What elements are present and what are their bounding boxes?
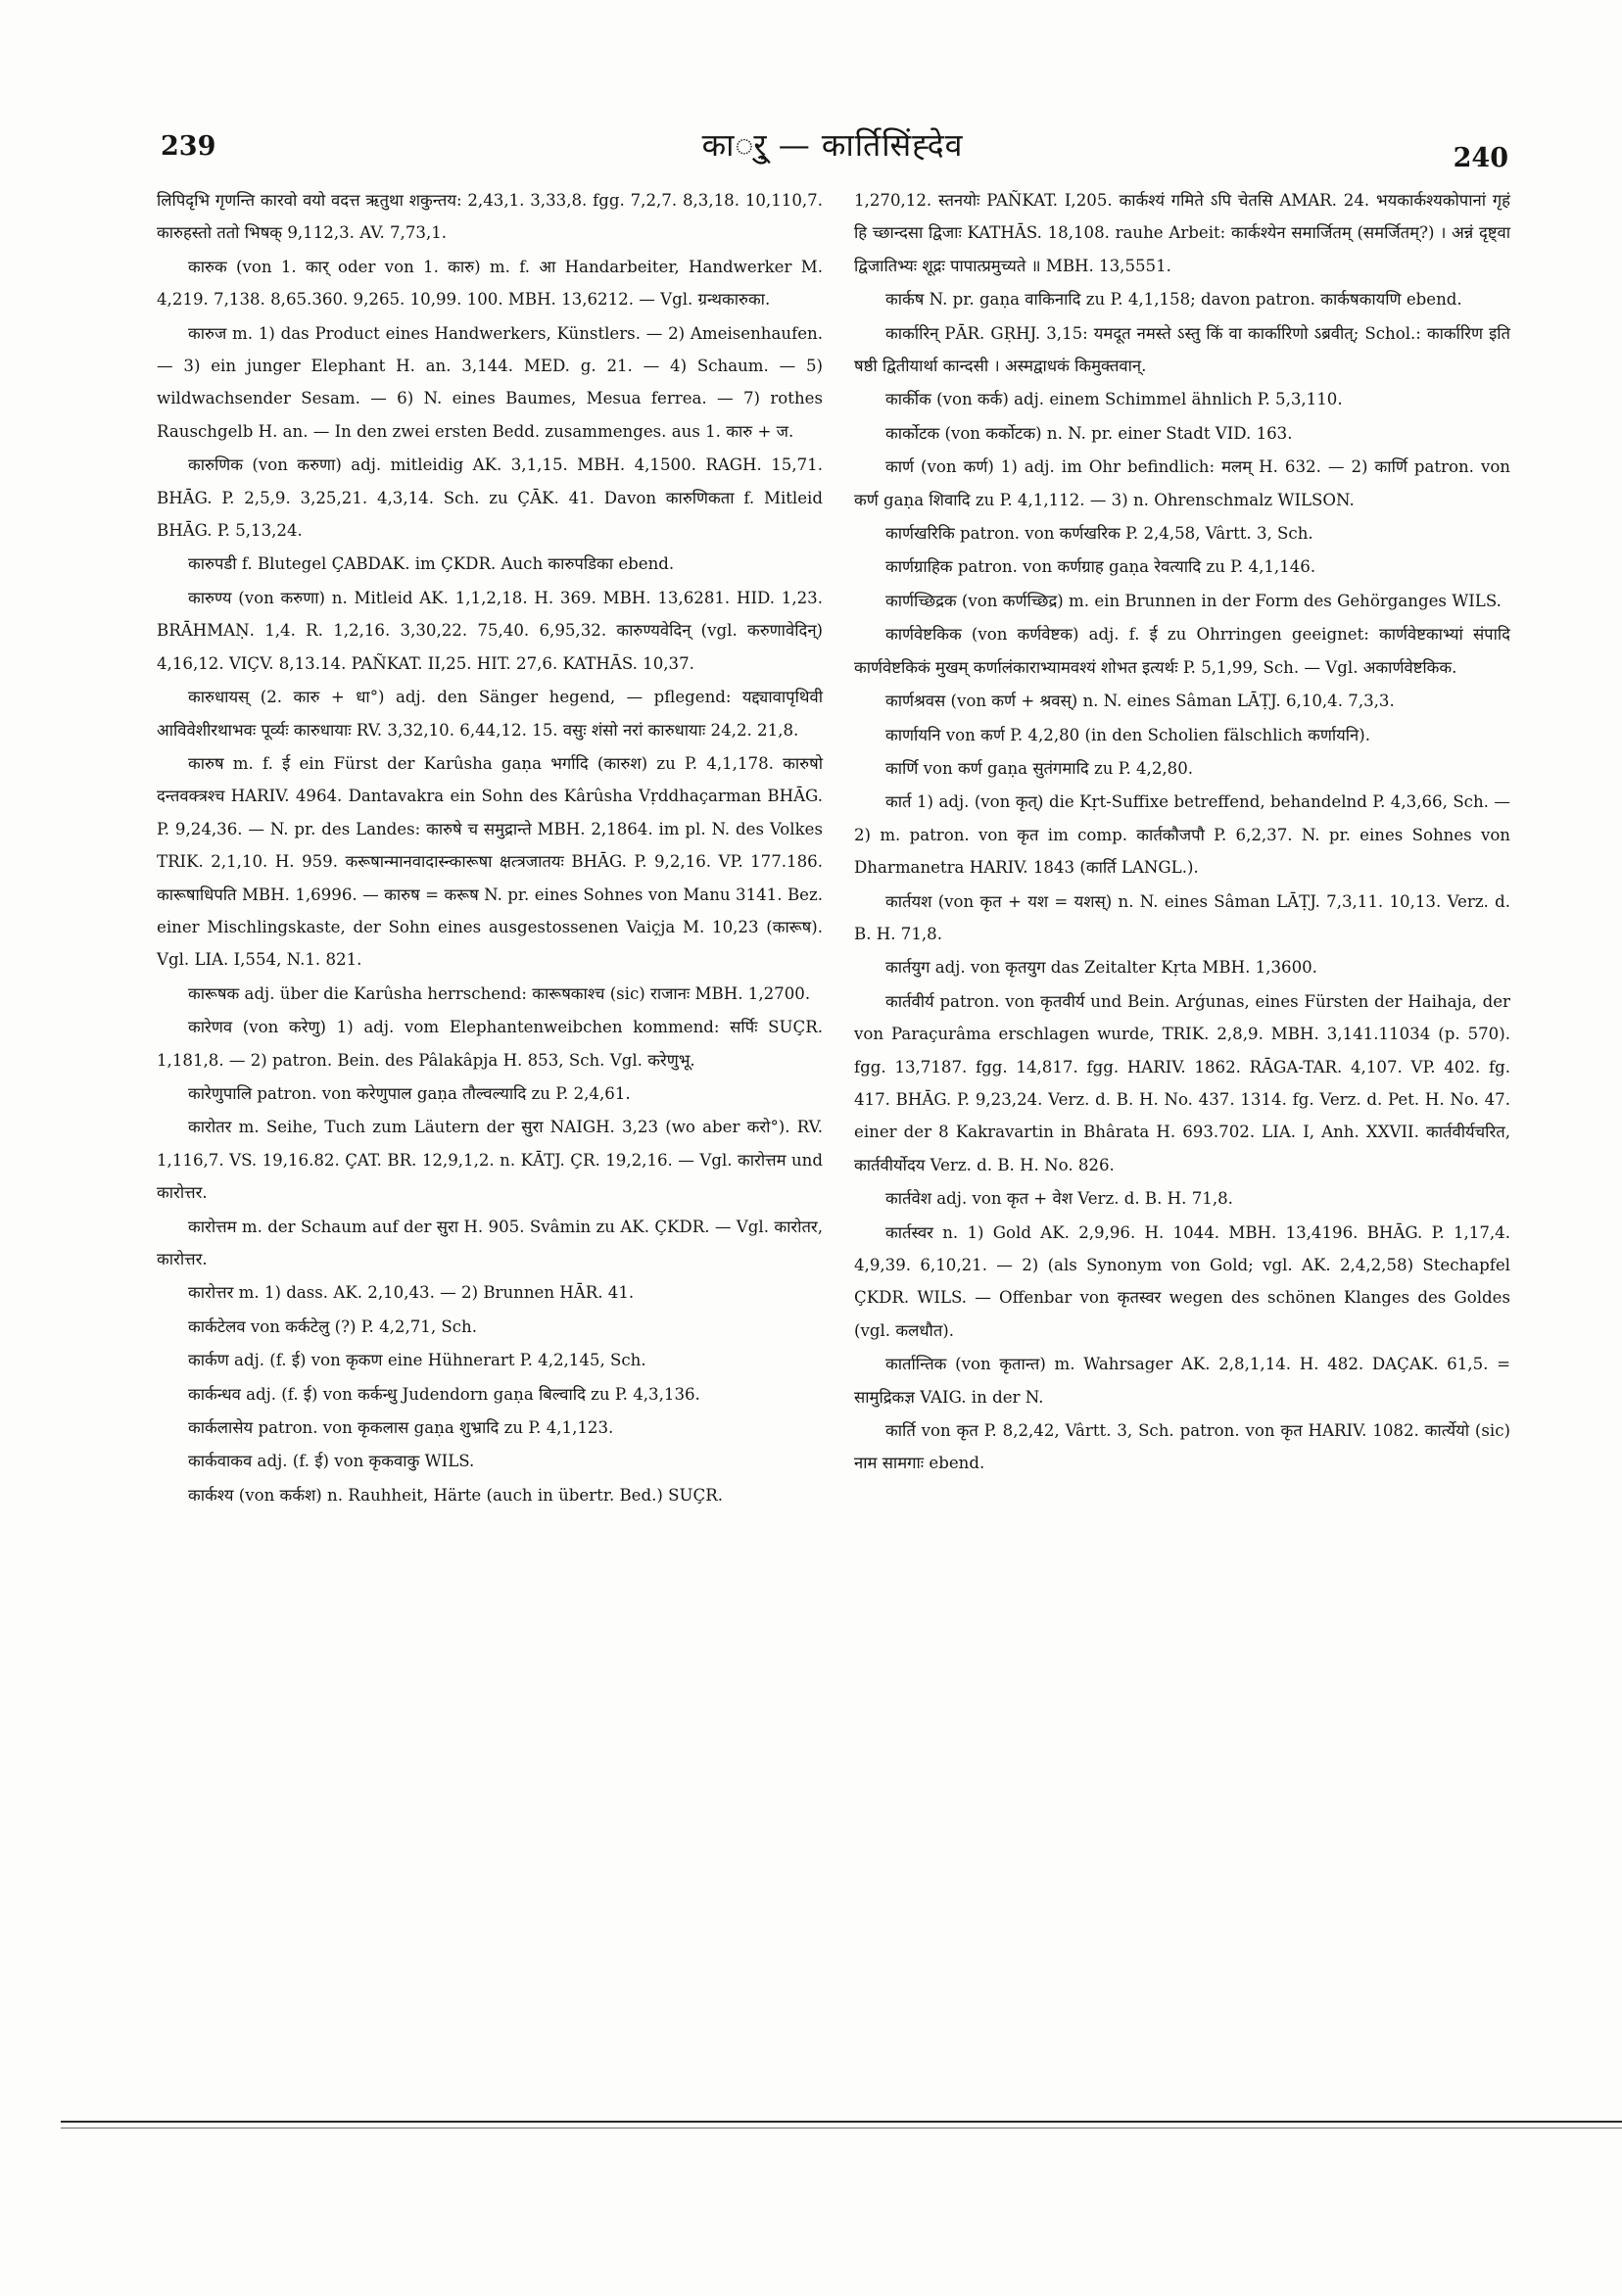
dictionary-entry: कारोत्तर m. 1) dass. AK. 2,10,43. — 2) Brunnen HĀR. 41. xyxy=(188,1283,635,1303)
dictionary-entry: कार्कश्य (von कर्कश) n. Rauhheit, Härte (auch in übertr. Bed.) SUÇR. xyxy=(188,1485,723,1505)
dictionary-entry: कारोत्तम m. der Schaum auf der सुरा H. 905. Svâmin zu AK. ÇKDR. — Vgl. कारोतर, कारोत्तर. xyxy=(157,1217,823,1268)
right-column xyxy=(854,184,1510,1481)
dictionary-entry: कारोतर m. Seihe, Tuch zum Läutern der सुरा NAIGH. 3,23 (wo aber करो°). RV. 1,116,7. VS. 19,16.82. ÇAT. BR. 12,9,1,2. n. KĀTJ. ÇR. 19,2,16. — Vgl. कारोत्तम und कारोत्तर. xyxy=(157,1118,823,1203)
dictionary-entry: कार्कोटक (von कर्कोटक) n. N. pr. einer Stadt VID. 163. xyxy=(885,423,1293,443)
dictionary-entry: लिपिदृभि गृणन्ति कारवो वयो वदत्त ऋतुथा शकुन्तय: 2,43,1. 3,33,8. fgg. 7,2,7. 8,3,18. 10,110,7. कारुहस्तो ततो भिषक् 9,112,3. AV. 7,73,1. xyxy=(157,191,823,243)
dictionary-entry: कार्णश्रवस (von कर्ण + श्रवस्) n. N. eines Sâman LĀṬJ. 6,10,4. 7,3,3. xyxy=(885,692,1395,711)
dictionary-entry: कार्णखरिकि patron. von कर्णखरिक P. 2,4,58, Vârtt. 3, Sch. xyxy=(885,524,1313,544)
dictionary-entry: कारुज m. 1) das Product eines Handwerkers, Künstlers. — 2) Ameisenhaufen. — 3) ein junger Elephant H. an. 3,144. MED. g. 21. — 4) Schaum. — 5) wildwachsender Sesam. — 6) N. eines Baumes, Mesua ferrea. — 7) rothes Rauschgelb H. an. — In den zwei ersten Bedd. zusammenges. aus 1. कारु + ज. xyxy=(157,323,823,441)
dictionary-entry: कार्तस्वर n. 1) Gold AK. 2,9,96. H. 1044. MBH. 13,4196. BHĀG. P. 1,17,4. 4,9,39. 6,10,21. — 2) (als Synonym von Gold; vgl. AK. 2,4,2,58) Stechapfel ÇKDR. WILS. — Offenbar von कृतस्वर wegen des schönen Klanges des Goldes (vgl. कलधौत). xyxy=(854,1222,1510,1340)
dictionary-entry: कार्कष N. pr. gaṇa वाकिनादि zu P. 4,1,158; davon patron. कार्कषकायणि ebend. xyxy=(885,290,1462,310)
dictionary-entry: कार्कलासेय patron. von कृकलास gaṇa शुभ्रादि zu P. 4,1,123. xyxy=(188,1418,614,1438)
page-header xyxy=(157,123,1508,182)
page-number-left: 239 xyxy=(161,131,216,162)
dictionary-entry: कार्तयुग adj. von कृतयुग das Zeitalter Kṛta MBH. 1,3600. xyxy=(885,958,1317,978)
dictionary-entry: 1,270,12. स्तनयोः PAÑKAT. I,205. कार्कश्यं गमिते ऽपि चेतसि AMAR. 24. भयकार्कश्यकोपानां गृहं हि च्छान्दसा द्विजाः KATHĀS. 18,108. rauhe Arbeit: कार्कश्येन समार्जितम् (समर्जितम्?) । अन्नं दृष्ट्वा द्विजातिभ्यः शूद्रः पापात्प्रमुच्यते ॥ MBH. 13,5551. xyxy=(854,191,1510,275)
dictionary-entry: कारुक (von 1. कार् oder von 1. कारु) m. f. आ Handarbeiter, Handwerker M. 4,219. 7,138. 8,65.360. 9,265. 10,99. 100. MBH. 13,6212. — Vgl. ग्रन्थकारुका. xyxy=(157,257,823,310)
bottom-rule-secondary xyxy=(61,2128,1622,2129)
dictionary-entry: कार्कीक (von कर्क) adj. einem Schimmel ähnlich P. 5,3,110. xyxy=(885,390,1343,409)
dictionary-entry: कारेणुपालि patron. von करेणुपाल gaṇa तौल्वल्यादि zu P. 2,4,61. xyxy=(188,1083,631,1103)
dictionary-entry: कार्कन्धव adj. (f. ई) von कर्कन्धु Judendorn gaṇa बिल्वादि zu P. 4,3,136. xyxy=(188,1384,700,1404)
dictionary-entry: कारूषक adj. über die Karûsha herrschend: कारूषकाश्च (sic) राजानः MBH. 1,2700. xyxy=(188,983,811,1003)
dictionary-entry: कार्ति von कृत P. 8,2,42, Vârtt. 3, Sch. patron. von कृत HARIV. 1082. कार्त्येयो (sic) नाम सामगाः ebend. xyxy=(854,1421,1510,1473)
dictionary-entry: कार्तान्तिक (von कृतान्त) m. Wahrsager AK. 2,8,1,14. H. 482. DAÇAK. 61,5. = सामुद्रिकज्ञ VAIG. in der N. xyxy=(854,1355,1510,1407)
running-head: कार्ु — कार्तिसिंह्देव xyxy=(701,126,964,164)
dictionary-entry: कारुधायस् (2. कारु + धा°) adj. den Sänger hegend, — pflegend: यद्द्यावापृथिवी आविवेशीरथाभवः पूर्व्यः कारुधायाः RV. 3,32,10. 6,44,12. 15. वसुः शंसो नरां कारुधायाः 24,2. 21,8. xyxy=(157,688,823,740)
dictionary-entry: कार्णवेष्टकिक (von कर्णवेष्टक) adj. f. ई zu Ohrringen geeignet: कार्णवेष्टकाभ्यां संपादि कार्णवेष्टकिकं मुखम् कर्णालंकाराभ्यामवश्यं शोभत इत्यर्थः P. 5,1,99, Sch. — Vgl. अकार्णवेष्टकिक. xyxy=(854,625,1510,677)
dictionary-entry: कार्तवेश adj. von कृत + वेश Verz. d. B. H. 71,8. xyxy=(885,1189,1233,1209)
dictionary-entry: कारुपडी f. Blutegel ÇABDAK. im ÇKDR. Auch कारुपडिका ebend. xyxy=(188,554,675,574)
dictionary-entry: कार्णच्छिद्रक (von कर्णच्छिद्र) m. ein Brunnen in der Form des Gehörganges WILS. xyxy=(885,591,1502,610)
dictionary-entry: कारेणव (von करेणु) 1) adj. vom Elephantenweibchen kommend: सर्पिः SUÇR. 1,181,8. — 2) patron. Bein. des Pâlakâpja H. 853, Sch. Vgl. करेणुभू. xyxy=(157,1018,823,1070)
dictionary-entry: कार्कण adj. (f. ई) von कृकण eine Hühnerart P. 4,2,145, Sch. xyxy=(188,1351,646,1370)
dictionary-entry: कार्णग्राहिक patron. von कर्णग्राह gaṇa रेवत्यादि zu P. 4,1,146. xyxy=(885,557,1316,577)
dictionary-entry: कार्ण (von कर्ण) 1) adj. im Ohr befindlich: मलम् H. 632. — 2) कार्णि patron. von कर्ण gaṇa शिवादि zu P. 4,1,112. — 3) n. Ohrenschmalz WILSON. xyxy=(854,457,1510,509)
page-number-right: 240 xyxy=(1453,143,1508,173)
dictionary-entry: कारुण्य (von करुणा) n. Mitleid AK. 1,1,2,18. H. 369. MBH. 13,6281. HID. 1,23. BRĀHMAṆ. 1,4. R. 1,2,16. 3,30,22. 75,40. 6,95,32. कारुण्यवेदिन् (vgl. करुणावेदिन्) 4,16,12. VIÇV. 8,13.14. PAÑKAT. II,25. HIT. 27,6. KATHĀS. 10,37. xyxy=(157,588,823,673)
left-column xyxy=(157,184,823,1512)
dictionary-entry: कार्कटेलव von कर्कटेलु (?) P. 4,2,71, Sch. xyxy=(188,1316,478,1336)
dictionary-entry: कार्तयश (von कृत + यश = यशस्) n. N. eines Sâman LĀṬJ. 7,3,11. 10,13. Verz. d. B. H. 71,8. xyxy=(854,891,1510,943)
dictionary-entry: कारुणिक (von करुणा) adj. mitleidig AK. 3,1,15. MBH. 4,1500. RAGH. 15,71. BHĀG. P. 2,5,9. 3,25,21. 4,3,14. Sch. zu ÇĀK. 41. Davon कारुणिकता f. Mitleid BHĀG. P. 5,13,24. xyxy=(157,455,823,541)
dictionary-entry: कारुष m. f. ई ein Fürst der Karûsha gaṇa भर्गादि (कारुश) zu P. 4,1,178. कारुषो दन्तवक्त्रश्च HARIV. 4964. Dantavakra ein Sohn des Kârûsha Vṛddhaçarman BHĀG. P. 9,24,36. — N. pr. des Landes: कारुषे च समुद्रान्ते MBH. 2,1864. im pl. N. des Volkes TRIK. 2,1,10. H. 959. करूषान्मानवादास्न्कारूषा क्षत्त्रजातयः BHĀG. P. 9,2,16. VP. 177.186. कारूषाधिपति MBH. 1,6996. — कारुष = करूष N. pr. eines Sohnes von Manu 3141. Bez. einer Mischlingskaste, der Sohn eines ausgestossenen Vaiçja M. 10,23 (कारूष). Vgl. LIA. I,554, N.1. 821. xyxy=(157,753,823,970)
dictionary-entry: कार्णायनि von कर्ण P. 4,2,80 (in den Scholien fälschlich कर्णायनि). xyxy=(885,725,1370,744)
dictionary-entry: कार्त 1) adj. (von कृत्) die Kṛt-Suffixe betreffend, behandelnd P. 4,3,66, Sch. — 2) m. patron. von कृत im comp. कार्तकौजपौ P. 6,2,37. N. pr. eines Sohnes von Dharmanetra HARIV. 1843 (कार्ति LANGL.). xyxy=(854,792,1510,878)
dictionary-entry: कार्कारिन् PĀR. GṚHJ. 3,15: यमदूत नमस्ते ऽस्तु किं वा कार्कारिणो ऽब्रवीत्; Schol.: कार्कारिण इति षष्ठी द्वितीयार्था कान्दसी । अस्मद्वाधकं किमुक्तवान्. xyxy=(854,323,1510,376)
bottom-rule xyxy=(61,2121,1622,2123)
dictionary-entry: कार्तवीर्य patron. von कृतवीर्य und Bein. Arǵunas, eines Fürsten der Haihaja, der von Paraçurâma erschlagen wurde, TRIK. 2,8,9. MBH. 3,141.11034 (p. 570). fgg. 13,7187. fgg. 14,817. fgg. HARIV. 1862. RĀGA-TAR. 4,107. VP. 402. fg. 417. BHĀG. P. 9,23,24. Verz. d. B. H. No. 437. 1314. fg. Verz. d. Pet. H. No. 47. einer der 8 Kakravartin in Bhârata H. 693.702. LIA. I, Anh. XXVII. कार्तवीर्यचरित, कार्तवीर्योदय Verz. d. B. H. No. 826. xyxy=(854,991,1510,1174)
dictionary-entry: कार्णि von कर्ण gaṇa सुतंगमादि zu P. 4,2,80. xyxy=(885,758,1194,778)
dictionary-entry: कार्कवाकव adj. (f. ई) von कृकवाकु WILS. xyxy=(188,1452,475,1471)
